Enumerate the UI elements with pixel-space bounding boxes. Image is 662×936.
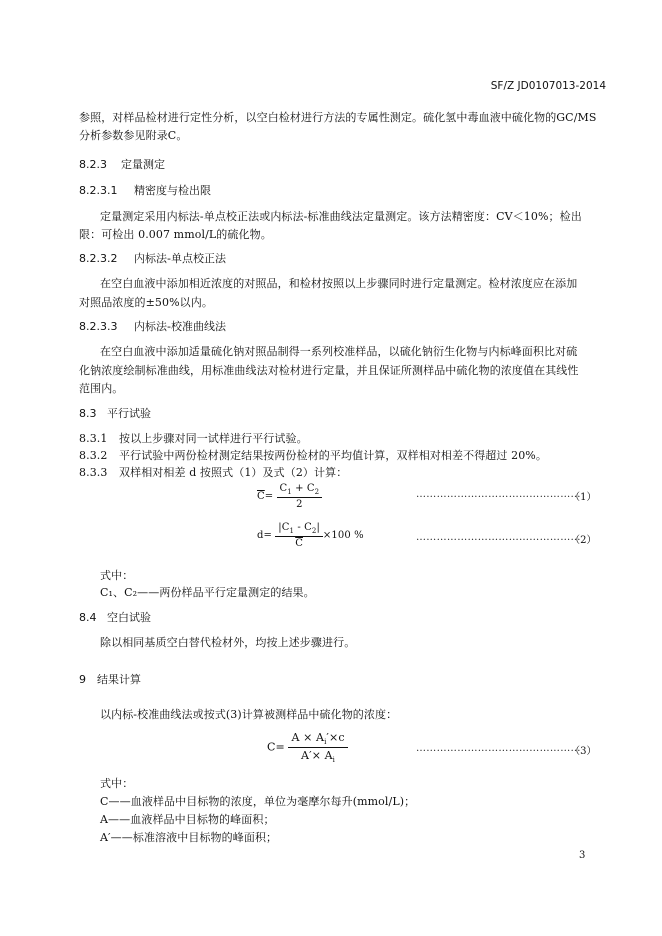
equation-fraction <box>288 731 347 764</box>
section-9-heading <box>79 671 141 687</box>
paragraph-line: 限：可检出 0.007 mmol/L的硫化物。 <box>79 228 272 241</box>
equation-lhs: C= <box>267 740 285 754</box>
symbol: A × A <box>291 731 325 744</box>
where-label: 式中： <box>100 569 134 582</box>
intro-line-2: 分析参数参见附录C。 <box>79 129 188 142</box>
paragraph-line: 定量测定采用内标法-单点校正法或内标法-标准曲线法定量测定。该方法精密度：CV＜10%；检出 <box>100 210 582 223</box>
equation-leader-dots: ………………………………………… <box>416 743 581 754</box>
symbol: A′× A <box>301 749 333 763</box>
section-title: 精密度与检出限 <box>134 184 211 197</box>
paragraph-line: 化钠浓度绘制标准曲线，用标准曲线法对检材进行定量，并且保证所测样品中硫化物的浓度值在其线性 <box>79 364 579 377</box>
paragraph-line: 在空白血液中添加适量硫化钠对照品制得一系列校准样品，以硫化钠衍生化物与内标峰面积比对硫 <box>100 345 578 358</box>
section-number: 8.2.3.1 <box>79 184 118 197</box>
equation-fraction <box>277 483 323 510</box>
equation-lhs: d= <box>257 530 272 541</box>
section-8-4-heading <box>79 609 151 625</box>
section-8-2-3-1-heading <box>79 182 211 198</box>
fraction-denominator: C <box>295 538 303 549</box>
section-number: 9 <box>79 673 86 686</box>
section-title: 定量测定 <box>121 158 165 171</box>
equation-2 <box>257 522 364 549</box>
clause-8-3-1 <box>79 430 308 446</box>
section-8-3-heading <box>79 405 151 421</box>
section-title: 内标法-单点校正法 <box>134 252 226 265</box>
operator: - <box>294 522 305 533</box>
subscript: i <box>324 738 327 747</box>
clause-number: 8.3.3 <box>79 466 108 479</box>
section-number: 8.2.3.2 <box>79 252 118 265</box>
fraction-numerator <box>275 522 323 537</box>
intro-line-1: 参照，对样品检材进行定性分析，以空白检材进行方法的专属性测定。硫化氢中毒血液中硫化物的GC/MS <box>79 111 597 124</box>
section-8-2-3-3-heading <box>79 318 226 334</box>
section-number: 8.3 <box>79 407 97 420</box>
where-definition: C₁、C₂——两份样品平行定量测定的结果。 <box>100 586 315 599</box>
equation-leader-dots: ………………………………………… <box>416 532 581 543</box>
section-number: 8.4 <box>79 611 97 624</box>
section-number: 8.2.3 <box>79 158 107 171</box>
section-title: 平行试验 <box>107 407 151 420</box>
fraction-numerator <box>288 731 347 748</box>
paragraph-line: 除以相同基质空白替代检材外，均按上述步骤进行。 <box>100 636 356 649</box>
where-label: 式中： <box>100 777 134 790</box>
fraction-denominator: 2 <box>296 499 303 510</box>
clause-text: 双样相对相差 d 按照式（1）及式（2）计算： <box>119 466 348 479</box>
symbol: ′×c <box>326 731 345 744</box>
subscript: 1 <box>287 488 292 496</box>
equation-multiplier: ×100 % <box>322 530 364 541</box>
fraction-numerator <box>277 483 323 498</box>
subscript: i <box>332 756 335 765</box>
equation-label: （2） <box>570 535 597 546</box>
section-number: 8.2.3.3 <box>79 320 118 333</box>
paragraph-line: 范围内。 <box>79 382 124 395</box>
equation-3 <box>267 731 348 764</box>
section-8-2-3-2-heading <box>79 250 226 266</box>
equation-label: （1） <box>570 492 597 503</box>
symbol: | <box>316 522 320 533</box>
clause-8-3-2 <box>79 447 547 463</box>
symbol: |C <box>278 522 290 533</box>
symbol: C <box>306 483 315 494</box>
section-title: 内标法-校准曲线法 <box>134 320 226 333</box>
equation-1 <box>257 483 322 510</box>
clause-text: 按以上步骤对同一试样进行平行试验。 <box>119 432 308 445</box>
clause-number: 8.3.2 <box>79 449 108 462</box>
equation-fraction <box>275 522 323 549</box>
equation-label: （3） <box>570 746 597 757</box>
section-8-2-3-heading <box>79 156 165 172</box>
equation-lhs: $\overline{C}$ <box>257 491 265 502</box>
paragraph-line: 对照品浓度的±50%以内。 <box>79 296 213 309</box>
paragraph-line: 以内标-校准曲线法或按式(3)计算被测样品中硫化物的浓度： <box>100 708 398 721</box>
clause-8-3-3 <box>79 464 347 480</box>
operator: + <box>291 483 307 494</box>
subscript: 1 <box>289 527 295 535</box>
paragraph-line: 在空白血液中添加相近浓度的对照品，和检材按照以上步骤同时进行定量测定。检材浓度应在添加 <box>100 277 578 290</box>
where-definition: A——血液样品中目标物的峰面积； <box>100 813 275 826</box>
fraction-denominator <box>301 748 335 764</box>
document-id: SF/Z JD0107013-2014 <box>490 80 606 92</box>
equals-sign: = <box>264 491 274 502</box>
page-number: 3 <box>579 850 586 861</box>
where-definition: C——血液样品中目标物的浓度，单位为毫摩尔每升(mmol/L)； <box>100 795 416 808</box>
where-definition: A′——标准溶液中目标物的峰面积； <box>100 831 278 844</box>
section-title: 空白试验 <box>107 611 151 624</box>
symbol: C <box>279 483 288 494</box>
equation-leader-dots: ………………………………………… <box>416 489 581 500</box>
clause-text: 平行试验中两份检材测定结果按两份检材的平均值计算，双样相对相差不得超过 20%。 <box>119 449 547 462</box>
subscript: 2 <box>311 527 317 535</box>
subscript: 2 <box>314 488 320 496</box>
clause-number: 8.3.1 <box>79 432 108 445</box>
symbol: C <box>304 522 312 533</box>
section-title: 结果计算 <box>97 673 141 686</box>
